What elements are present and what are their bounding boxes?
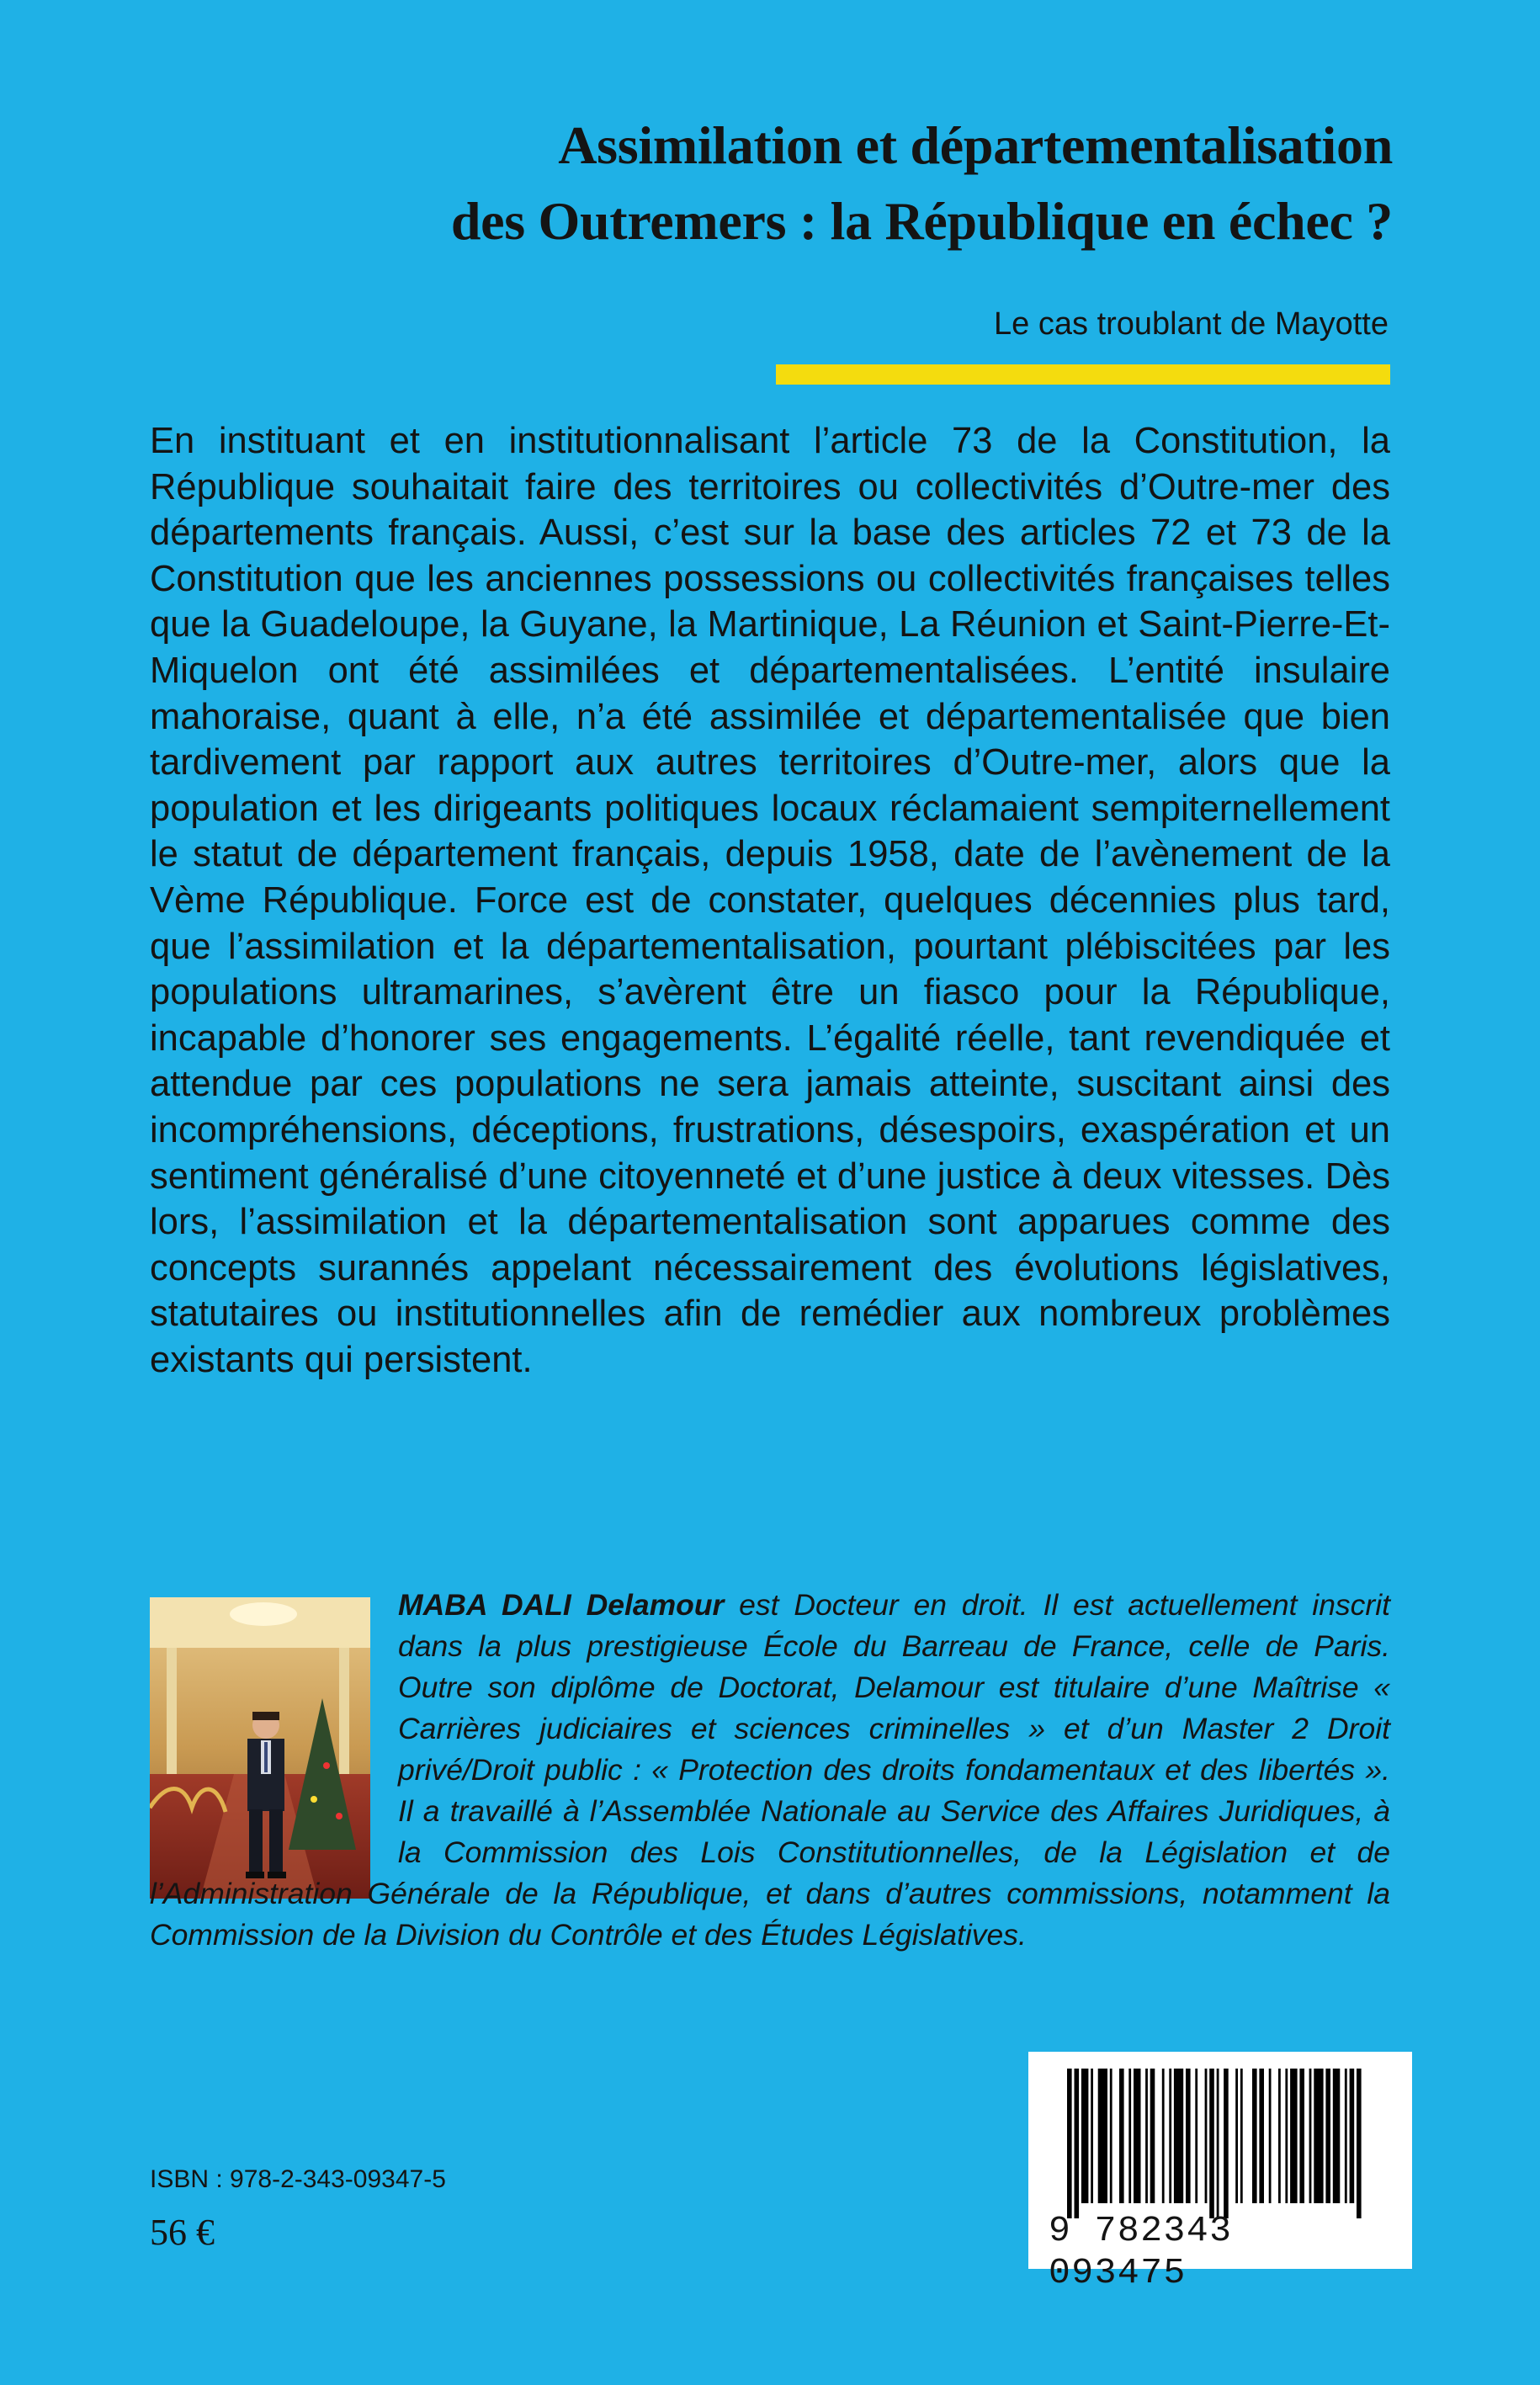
barcode-bar <box>1278 2069 1281 2203</box>
barcode-bar <box>1091 2069 1093 2203</box>
author-bio <box>150 1585 1390 1956</box>
barcode-bar <box>1240 2069 1243 2203</box>
barcode-bar <box>1150 2069 1155 2203</box>
back-cover-summary: En instituant et en institutionnalisant l’article 73 de la Constitution, la République souhaitait faire des territoires ou collectivités d’Outre-mer des départements français. Aussi, c’est sur la base des articles 72 et 73 de la Constitution que les anciennes possessions ou collectivités françaises telles que la Guadeloupe, la Guyane, la Martinique, La Réunion et Saint-Pierre-Et-Miquelon ont été assimilées et départementalisées. L’entité insulaire mahoraise, quant à elle, n’a été assimilée et départementalisée que bien tardivement par rapport aux autres territoires d’Outre-mer, alors que la population et les dirigeants politiques locaux réclamaient sempiternellement le statut de département français, depuis 1958, date de l’avènement de la Vème République. Force est de constater, quelques décennies plus tard, que l’assimilation et la départementalisation, pourtant plébiscitées par les populations ultramarines, s’avèrent être un fiasco pour la République, incapable d’honorer ses engagements. L’égalité réelle, tant revendiquée et attendue par ces populations ne sera jamais atteinte, suscitant ainsi des incompréhensions, déceptions, frustrations, désespoirs, exaspération et un sentiment généralisé d’une citoyenneté et d’une justice à deux vitesses. Dès lors, l’assimilation et la départementalisation sont apparues comme des concepts surannés appelant nécessairement des évolutions législatives, statutaires ou institutionnelles afin de remédier aux nombreux problèmes existants qui persistent. <box>150 421 1390 1380</box>
barcode-bar <box>1224 2069 1229 2218</box>
barcode-bar <box>1134 2069 1141 2203</box>
barcode-bar <box>1169 2069 1171 2203</box>
barcode-bar <box>1299 2069 1304 2203</box>
barcode-bar <box>1259 2069 1264 2203</box>
barcode-bar <box>1285 2069 1288 2203</box>
barcode-bar <box>1252 2069 1257 2203</box>
barcode-bar <box>1333 2069 1341 2203</box>
barcode-bar <box>1174 2069 1183 2203</box>
barcode-bar <box>1290 2069 1298 2203</box>
barcode-bar <box>1209 2069 1214 2218</box>
barcode-bar <box>1235 2069 1238 2203</box>
price-label: 56 € <box>150 2212 215 2253</box>
author-name: MABA DALI Delamour <box>398 1588 725 1622</box>
barcode-bar <box>1345 2069 1347 2203</box>
barcode-bar <box>1186 2069 1191 2203</box>
book-title-line-1: Assimilation et départementalisation <box>558 115 1393 175</box>
barcode-bar <box>1269 2069 1272 2203</box>
accent-bar <box>776 364 1390 385</box>
barcode-bar <box>1205 2069 1208 2203</box>
barcode-bar <box>1350 2069 1355 2203</box>
barcode-bar <box>1110 2069 1113 2203</box>
barcode-bar <box>1217 2069 1219 2218</box>
isbn-label: ISBN : 978-2-343-09347-5 <box>150 2165 446 2193</box>
barcode-bar <box>1309 2069 1312 2203</box>
barcode-bar <box>1128 2069 1131 2203</box>
book-title-line-2: des Outremers : la République en échec ? <box>450 191 1393 251</box>
barcode-bar <box>1314 2069 1323 2203</box>
barcode <box>1028 2052 1412 2293</box>
barcode-bar <box>1067 2069 1072 2218</box>
barcode-bar <box>1145 2069 1148 2203</box>
book-title <box>252 108 1393 259</box>
barcode-bar <box>1195 2069 1197 2203</box>
author-bio-text: est Docteur en droit. Il est actuellement inscrit dans la plus prestigieuse École du Barreau de France, celle de Paris. Outre son diplôme de Doctorat, Delamour est titulaire d’une Maîtrise « Carrières judiciaires et sciences criminelles » et d’un Master 2 Droit privé/Droit public : « Protection des droits fondamentaux et des libertés ». Il a travaillé à l’Assemblée Nationale au Service des Affaires Juridiques, à la Commission des Lois Constitutionnelles, de la Législation et de l’Administration Générale de la République, et dans d’autres commissions, notamment la Commission de la Division du Contrôle et des Études Législatives. <box>150 1588 1391 1952</box>
barcode-bar <box>1081 2069 1089 2203</box>
barcode-digits: 9 782343 093475 <box>1049 2210 1233 2293</box>
barcode-bar <box>1357 2069 1362 2218</box>
barcode-bar <box>1075 2069 1080 2218</box>
barcode-bar <box>1119 2069 1124 2203</box>
barcode-bar <box>1162 2069 1165 2203</box>
book-subtitle: Le cas troublant de Mayotte <box>994 306 1389 342</box>
barcode-bar <box>1325 2069 1330 2203</box>
photo-spacer <box>150 1585 398 1872</box>
barcode-bar <box>1098 2069 1107 2203</box>
